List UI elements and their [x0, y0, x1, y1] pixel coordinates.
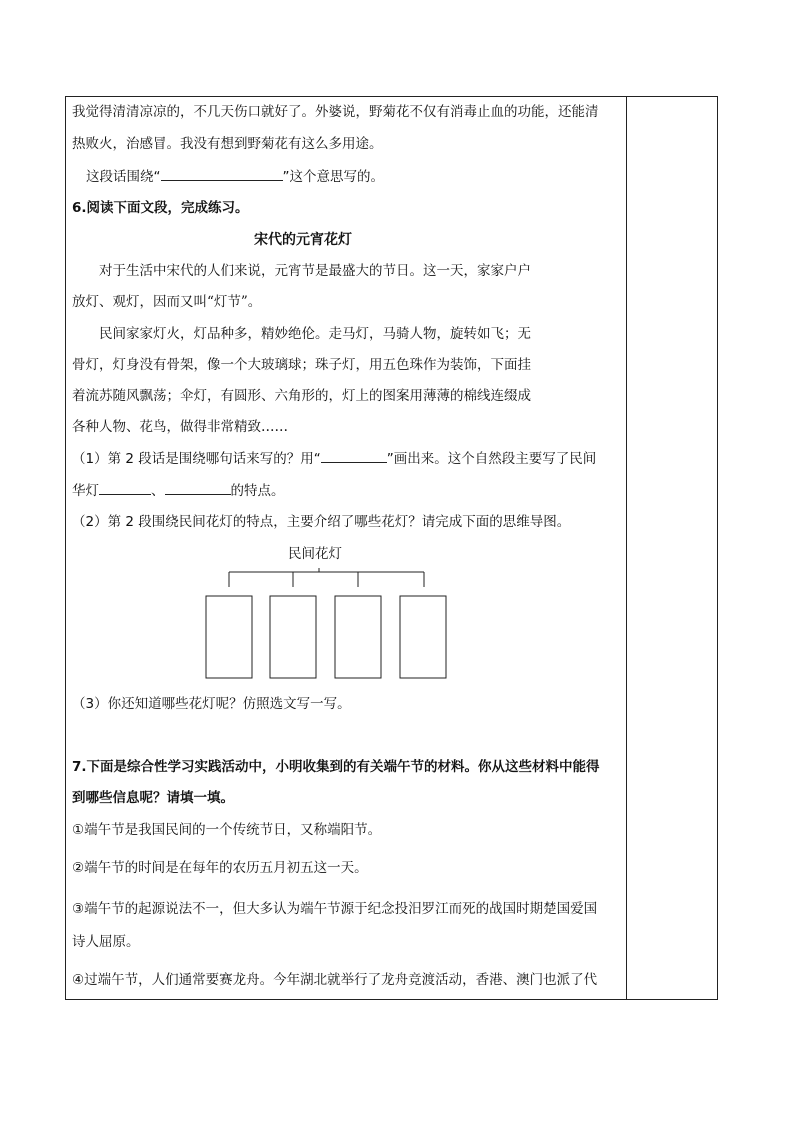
material-item-2: ②端午节的时间是在每年的农历五月初五这一天。	[72, 860, 368, 876]
question-6-heading: 6.阅读下面文段，完成练习。	[72, 200, 249, 216]
question-text: ”这个意思写的。	[282, 169, 384, 185]
passage-paragraph-2-line-3: 着流苏随风飘荡；伞灯，有圆形、六角形的，灯上的图案用薄薄的棉线连缀成	[72, 388, 531, 404]
answer-blank[interactable]	[99, 480, 151, 495]
answer-blank[interactable]	[321, 448, 387, 463]
mind-map-diagram	[198, 560, 498, 685]
column-divider	[626, 96, 627, 1000]
fill-in-question-main-idea	[86, 166, 384, 187]
passage-title: 宋代的元宵花灯	[254, 232, 352, 248]
sub-question-1-continued	[72, 480, 285, 501]
passage-paragraph-2-line-1: 民间家家灯火，灯品种多，精妙绝伦。走马灯，马骑人物，旋转如飞；无	[99, 326, 531, 342]
passage-line-2: 热败火，治感冒。我没有想到野菊花有这么多用途。	[72, 136, 383, 152]
passage-paragraph-2-line-2: 骨灯，灯身没有骨架，像一个大玻璃球；珠子灯，用五色珠作为装饰，下面挂	[72, 357, 531, 373]
material-item-3-line-2: 诗人屈原。	[72, 934, 140, 950]
mindmap-answer-box-3	[335, 596, 381, 678]
material-item-4: ④过端午节，人们通常要赛龙舟。今年湖北就举行了龙舟竞渡活动，香港、澳门也派了代	[72, 972, 598, 988]
answer-blank[interactable]	[165, 480, 231, 495]
mindmap-root-label: 民间花灯	[288, 546, 342, 562]
passage-paragraph-1-line-1: 对于生活中宋代的人们来说，元宵节是最盛大的节日。这一天，家家户户	[99, 263, 531, 279]
question-text: 这段话围绕“	[86, 169, 161, 185]
sub-question-2: （2）第 2 段围绕民间花灯的特点，主要介绍了哪些花灯？请完成下面的思维导图。	[72, 514, 571, 530]
material-item-1: ①端午节是我国民间的一个传统节日，又称端阳节。	[72, 822, 382, 838]
mindmap-answer-box-4	[400, 596, 446, 678]
material-item-3-line-1: ③端午节的起源说法不一，但大多认为端午节源于纪念投汨罗江而死的战国时期楚国爱国	[72, 901, 598, 917]
question-text: 华灯	[72, 483, 99, 499]
passage-paragraph-1-line-2: 放灯、观灯，因而又叫“灯节”。	[72, 294, 262, 310]
answer-blank[interactable]	[161, 166, 283, 181]
passage-paragraph-2-line-4: 各种人物、花鸟，做得非常精致……	[72, 419, 288, 435]
mindmap-answer-box-1	[206, 596, 252, 678]
question-text: ”画出来。这个自然段主要写了民间	[386, 451, 597, 467]
question-text: （1）第 2 段话是围绕哪句话来写的？用“	[72, 451, 321, 467]
sub-question-1	[72, 448, 596, 469]
mindmap-answer-box-2	[270, 596, 316, 678]
question-text: 、	[151, 483, 165, 499]
passage-line-1: 我觉得清清凉凉的，不几天伤口就好了。外婆说，野菊花不仅有消毒止血的功能，还能清	[72, 104, 599, 120]
question-7-line-1: 7.下面是综合性学习实践活动中，小明收集到的有关端午节的材料。你从这些材料中能得	[72, 759, 600, 775]
question-text: 的特点。	[230, 483, 285, 499]
question-7-line-2: 到哪些信息呢？请填一填。	[72, 790, 234, 806]
sub-question-3: （3）你还知道哪些花灯呢？仿照选文写一写。	[72, 696, 351, 712]
